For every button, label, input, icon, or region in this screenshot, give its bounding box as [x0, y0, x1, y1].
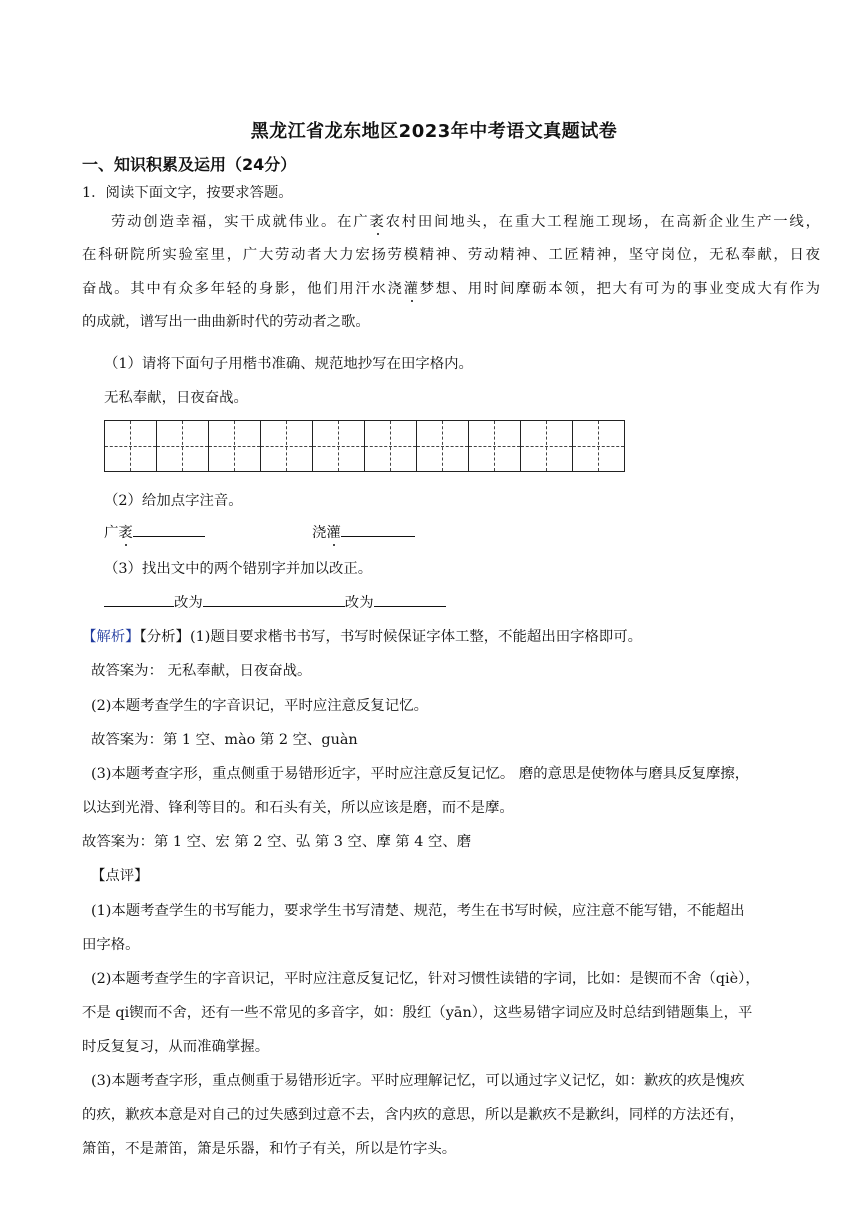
- comment-3-line-2: 的疚，歉疚本意是对自己的过失感到过意不去，含内疚的意思，所以是歉疚不是歉纠，同样的方法还有，: [82, 1107, 744, 1123]
- passage-text: 农村田间地头，在重大工程施工现场，在高新企业生产一线，: [385, 214, 820, 230]
- grid-cell[interactable]: [261, 420, 313, 472]
- question-stem: 1．阅读下面文字，按要求答题。: [82, 185, 293, 201]
- analysis-line: [82, 625, 642, 646]
- correction-line: [104, 591, 446, 612]
- analysis-3-line-1: (3)本题考查字形，重点侧重于易错形近字，平时应注意反复记忆。 磨的意思是使物体与磨具反复摩擦，: [91, 766, 750, 782]
- dotted-char: 袤: [118, 525, 133, 541]
- copy-sentence: 无私奉献，日夜奋战。: [104, 390, 248, 406]
- passage-text: 劳动创造幸福，实干成就伟业。在广: [111, 214, 370, 230]
- grid-cell[interactable]: [105, 420, 157, 472]
- word-char: 浇: [312, 525, 327, 541]
- comment-2-line-1: (2)本题考查学生的字音识记，平时应注意反复记忆，针对习惯性读错的字词，比如：是锲而不舍（qiè），: [91, 971, 760, 987]
- correct-char-blank-2[interactable]: [374, 592, 446, 607]
- reading-passage: [82, 206, 820, 339]
- wrong-char-blank-1[interactable]: [104, 592, 174, 607]
- tianzige-grid[interactable]: [104, 420, 625, 472]
- comment-3-line-1: (3)本题考查字形，重点侧重于易错形近字。平时应理解记忆，可以通过字义记忆，如：歉疚的疚是愧疚: [91, 1073, 745, 1089]
- pinyin-blank-2[interactable]: [341, 522, 415, 537]
- comment-2-line-3: 时反复复习，从而准确掌握。: [82, 1039, 270, 1055]
- passage-line-1: [82, 206, 820, 239]
- passage-text: 奋战。其中有众多年轻的身影，他们用汗水浇: [82, 280, 404, 297]
- grid-cell[interactable]: [157, 420, 209, 472]
- answer-2: 故答案为：第 1 空、mào 第 2 空、guàn: [91, 732, 358, 748]
- grid-cell[interactable]: [313, 420, 365, 472]
- comment-3-line-3: 箫笛，不是萧笛，箫是乐器，和竹子有关，所以是竹字头。: [82, 1141, 457, 1157]
- change-to-label: 改为: [344, 595, 374, 611]
- comment-1-line-2: 田字格。: [82, 937, 140, 953]
- passage-text: 梦想、用时间摩砺本领，把大有可为的事业变成大有作为: [419, 280, 820, 297]
- analysis-tag: 【解析】: [82, 629, 140, 645]
- analysis-3-line-2: 以达到光滑、锋利等目的。和石头有关，所以应该是磨，而不是摩。: [82, 800, 514, 816]
- sub-question-1: （1）请将下面句子用楷书准确、规范地抄写在田字格内。: [104, 356, 473, 372]
- comment-tag: 【点评】: [91, 868, 149, 884]
- grid-cell[interactable]: [521, 420, 573, 472]
- correct-char-blank-1[interactable]: [203, 592, 345, 607]
- answer-1: 故答案为： 无私奉献，日夜奋战。: [91, 663, 312, 679]
- sub-question-2: （2）给加点字注音。: [104, 493, 243, 509]
- dotted-char: 袤: [369, 214, 386, 230]
- passage-line-3: [82, 273, 820, 306]
- fenxi-tag: 【分析】: [139, 629, 190, 645]
- grid-cell[interactable]: [417, 420, 469, 472]
- pinyin-blank-1[interactable]: [133, 522, 205, 537]
- change-to-label: 改为: [174, 595, 203, 611]
- comment-1-line-1: (1)本题考查学生的书写能力，要求学生书写清楚、规范，考生在书写时候，应注意不能写错，不能超出: [91, 903, 745, 919]
- page-title: 黑龙江省龙东地区2023年中考语文真题试卷: [250, 121, 618, 142]
- section-heading: 一、知识积累及运用（24分）: [82, 155, 297, 174]
- analysis-2: (2)本题考查学生的字音识记，平时应注意反复记忆。: [91, 698, 428, 714]
- grid-cell[interactable]: [469, 420, 521, 472]
- grid-cell[interactable]: [365, 420, 417, 472]
- pinyin-item-2: [312, 521, 415, 542]
- word-char: 广: [104, 525, 119, 541]
- answer-3: 故答案为：第 1 空、宏 第 2 空、弘 第 3 空、摩 第 4 空、磨: [82, 834, 472, 850]
- passage-line-2: 在科研院所实验室里，广大劳动者大力宏扬劳模精神、劳动精神、工匠精神，坚守岗位，无私奉献，日夜: [82, 247, 820, 264]
- sub-question-3: （3）找出文中的两个错别字并加以改正。: [104, 561, 373, 577]
- passage-line-4: 的成就，谱写出一曲曲新时代的劳动者之歌。: [82, 313, 370, 330]
- grid-cell[interactable]: [209, 420, 261, 472]
- comment-2-line-2: 不是 qi锲而不舍，还有一些不常见的多音字，如：殷红（yān），这些易错字词应及时总结到错题集上，平: [82, 1005, 753, 1021]
- pinyin-item-1: [104, 521, 205, 542]
- analysis-text: (1)题目要求楷书书写，书写时候保证字体工整，不能超出田字格即可。: [189, 629, 643, 645]
- grid-cell[interactable]: [573, 420, 625, 472]
- dotted-char: 灌: [403, 280, 420, 297]
- dotted-char: 灌: [326, 525, 341, 541]
